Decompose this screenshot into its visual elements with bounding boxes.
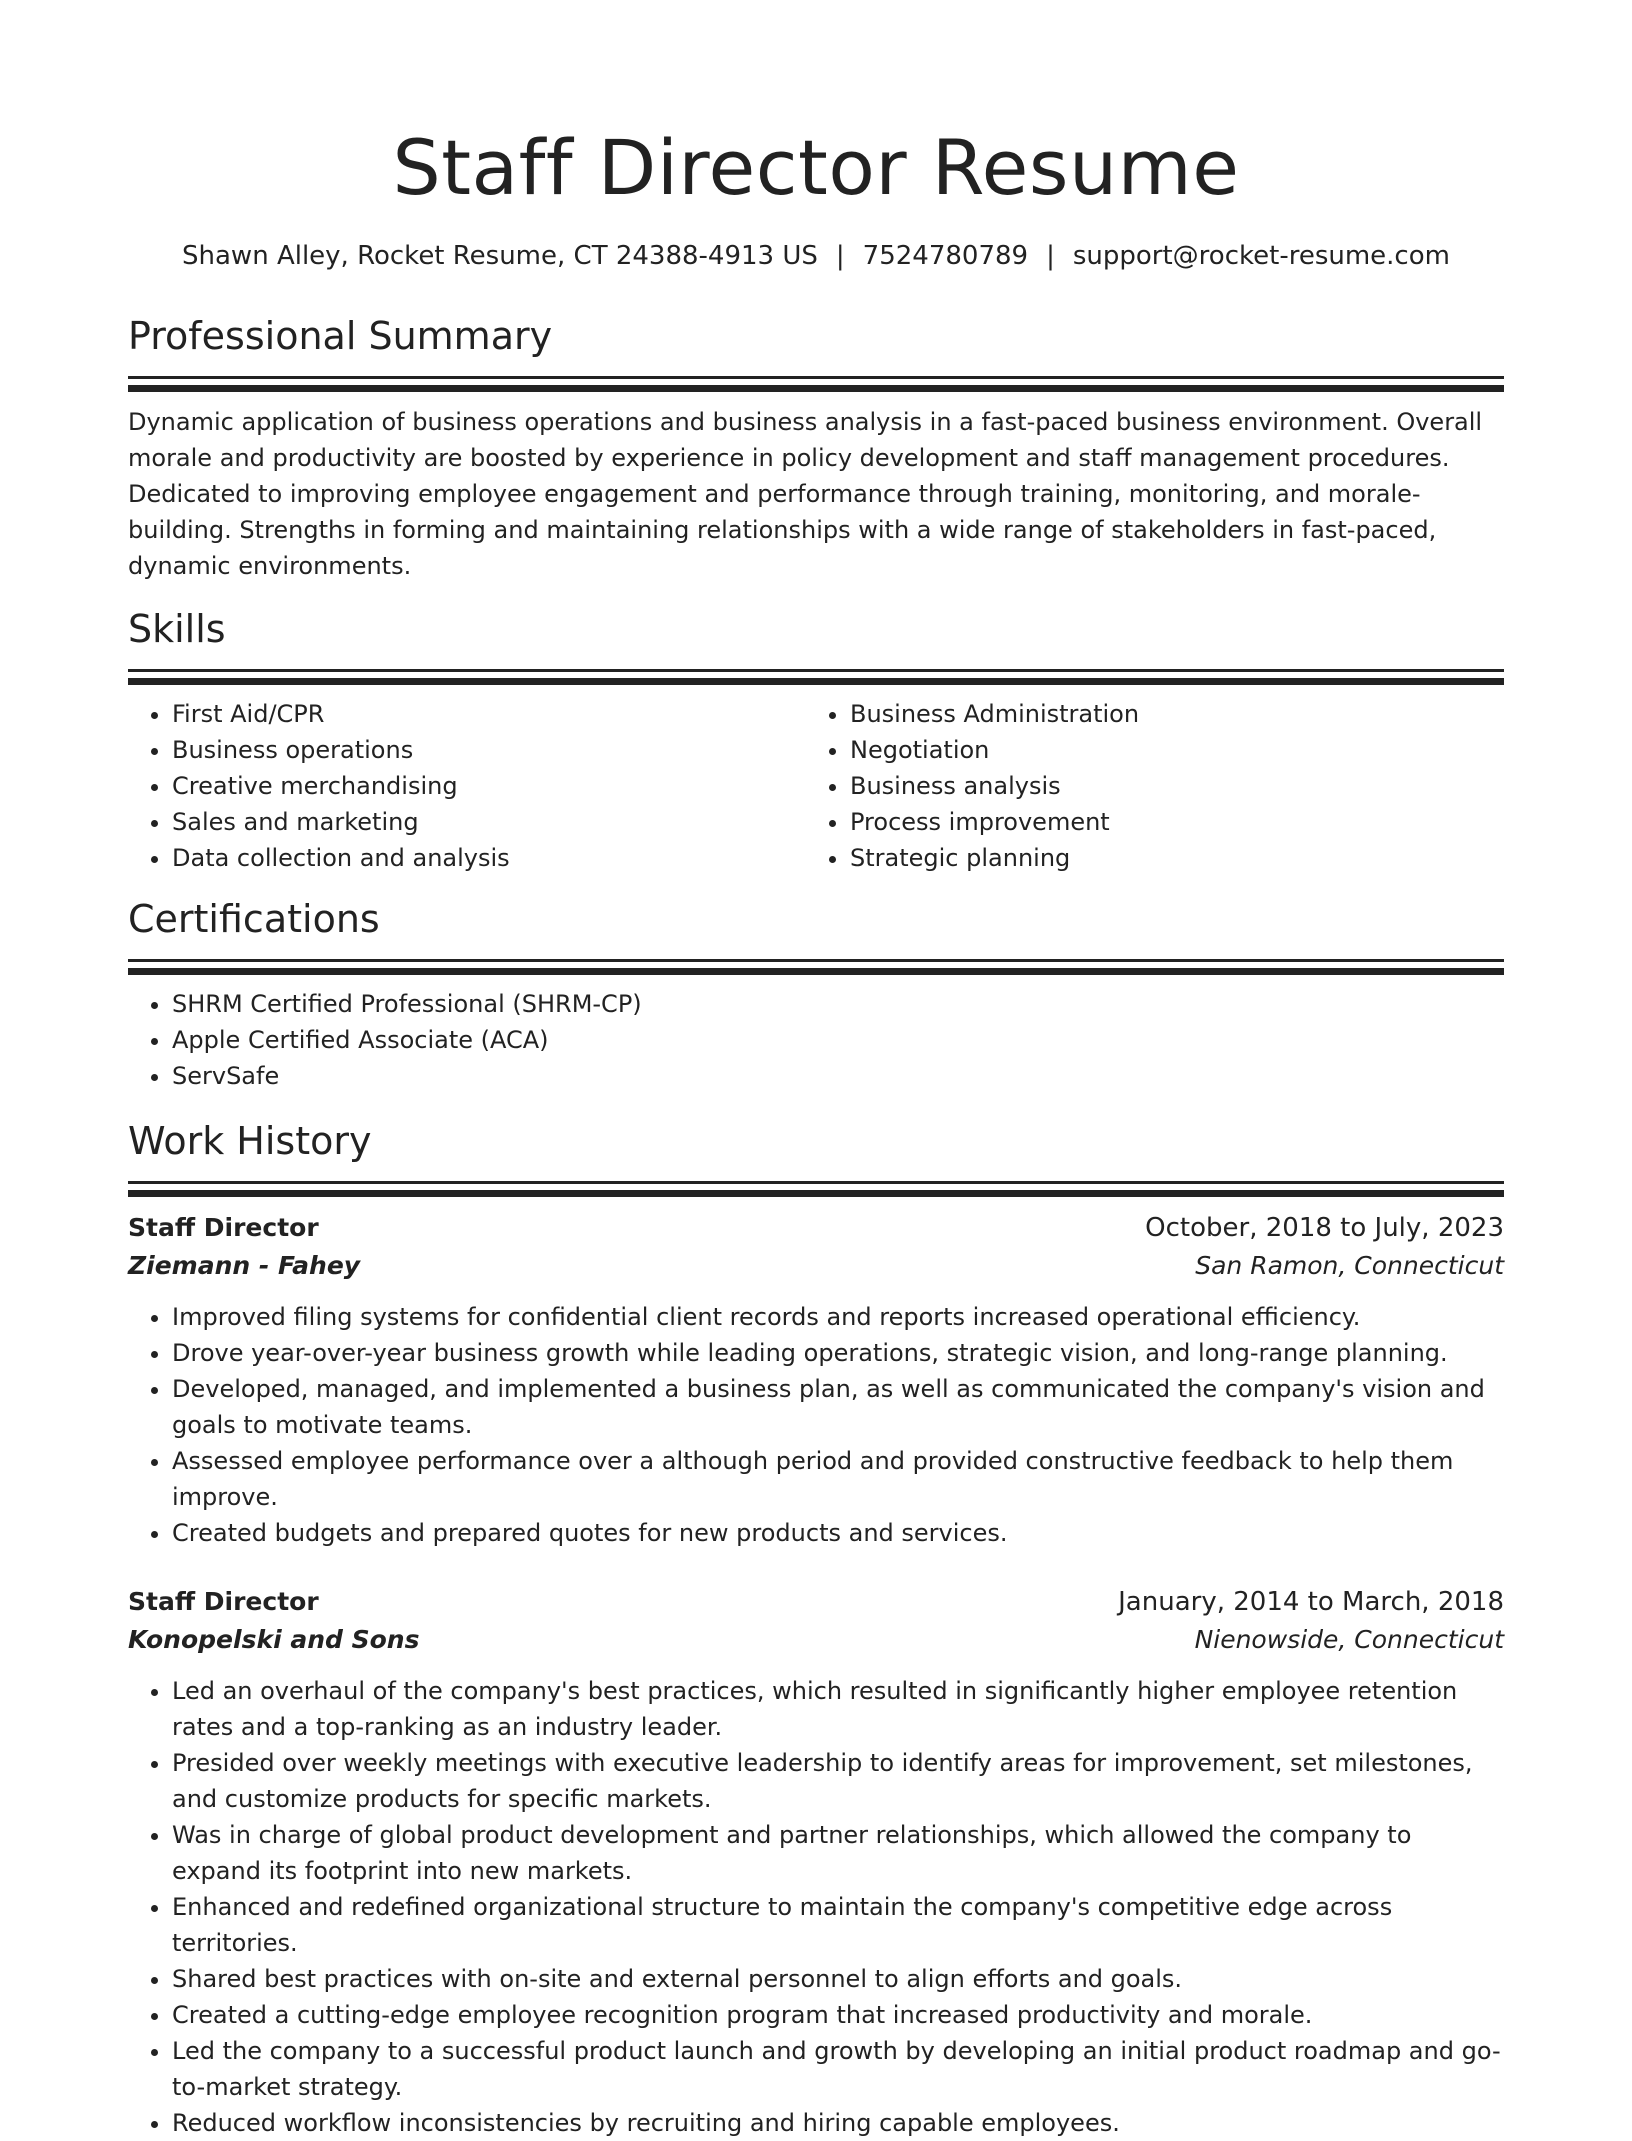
skills-columns	[128, 696, 1504, 876]
skill-item: • Creative merchandising	[172, 768, 806, 804]
skill-item: • Sales and marketing	[172, 804, 806, 840]
job-bullet: • Reduced workflow inconsistencies by recruiting and hiring capable employees.	[172, 2105, 1504, 2141]
section-divider	[128, 968, 1504, 975]
job-bullet: • Shared best practices with on-site and external personnel to align efforts and goals.	[172, 1961, 1504, 1997]
skills-column-left	[128, 696, 806, 876]
skill-item: • Strategic planning	[850, 840, 1484, 876]
skill-item: • Business operations	[172, 732, 806, 768]
job-subheader	[128, 1621, 1504, 1659]
certification-item: • Apple Certified Associate (ACA)	[172, 1022, 1504, 1058]
certification-item: • SHRM Certified Professional (SHRM-CP)	[172, 986, 1504, 1022]
job-bullet: • Presided over weekly meetings with executive leadership to identify areas for improvement, set milestones, and customize products for specific markets.	[172, 1745, 1504, 1817]
skill-item: • First Aid/CPR	[172, 696, 806, 732]
job-bullet: • Improved filing systems for confidential client records and reports increased operational efficiency.	[172, 1299, 1504, 1335]
section-divider	[128, 669, 1504, 672]
contact-separator: |	[1046, 241, 1055, 271]
job-bullet: • Created budgets and prepared quotes for new products and services.	[172, 1515, 1504, 1551]
job-bullet: • Enhanced and redefined organizational structure to maintain the company's competitive edge across territories.	[172, 1889, 1504, 1961]
job-bullet: • Drove year-over-year business growth while leading operations, strategic vision, and long-range planning.	[172, 1335, 1504, 1371]
section-heading-skills: Skills	[128, 607, 226, 651]
section-divider	[128, 376, 1504, 379]
section-divider	[128, 1190, 1504, 1197]
job-bullet: • Was in charge of global product development and partner relationships, which allowed the company to expand its footprint into new markets.	[172, 1817, 1504, 1889]
job-company: Konopelski and Sons	[128, 1625, 420, 1654]
summary-section	[128, 311, 1504, 584]
job-title: Staff Director	[128, 1587, 319, 1616]
job-location: San Ramon, Connecticut	[1195, 1251, 1504, 1280]
skill-item: • Process improvement	[850, 804, 1484, 840]
job-location: Nienowside, Connecticut	[1194, 1625, 1504, 1654]
job-dates: January, 2014 to March, 2018	[1118, 1587, 1504, 1617]
skill-item: • Business analysis	[850, 768, 1484, 804]
job-entry	[128, 1209, 1504, 1551]
job-entry	[128, 1583, 1504, 2141]
job-bullet: • Led an overhaul of the company's best practices, which resulted in significantly higher employee retention rates and a top-ranking as an industry leader.	[172, 1673, 1504, 1745]
skills-section	[128, 604, 1504, 876]
job-bullet: • Assessed employee performance over a although period and provided constructive feedback to help them improve.	[172, 1443, 1504, 1515]
skill-item: • Data collection and analysis	[172, 840, 806, 876]
contact-address: Shawn Alley, Rocket Resume, CT 24388-4913 US	[182, 241, 818, 271]
contact-email: support@rocket-resume.com	[1072, 241, 1450, 271]
job-dates: October, 2018 to July, 2023	[1145, 1213, 1504, 1243]
section-heading-summary: Professional Summary	[128, 314, 553, 358]
section-divider	[128, 1181, 1504, 1184]
section-divider	[128, 959, 1504, 962]
resume-page	[128, 0, 1504, 2141]
contact-phone: 7524780789	[862, 241, 1029, 271]
job-bullet: • Created a cutting-edge employee recognition program that increased productivity and morale.	[172, 1997, 1504, 2033]
resume-title: Staff Director Resume	[392, 123, 1240, 212]
job-bullet: • Led the company to a successful product launch and growth by developing an initial product roadmap and go-to-market strategy.	[172, 2033, 1504, 2105]
skill-item: • Negotiation	[850, 732, 1484, 768]
job-subheader	[128, 1247, 1504, 1285]
contact-line	[128, 239, 1504, 273]
job-title: Staff Director	[128, 1213, 319, 1242]
section-divider	[128, 678, 1504, 685]
job-bullet: • Developed, managed, and implemented a business plan, as well as communicated the company's vision and goals to motivate teams.	[172, 1371, 1504, 1443]
job-company: Ziemann - Fahey	[128, 1251, 361, 1280]
work-history-section	[128, 1116, 1504, 2141]
section-divider	[128, 385, 1504, 392]
job-header	[128, 1209, 1504, 1247]
contact-separator: |	[835, 241, 845, 271]
certification-item: • ServSafe	[172, 1058, 1504, 1094]
section-heading-work-history: Work History	[128, 1119, 372, 1163]
job-header	[128, 1583, 1504, 1621]
section-heading-certifications: Certifications	[128, 897, 380, 941]
skill-item: • Business Administration	[850, 696, 1484, 732]
certifications-section	[128, 894, 1504, 1094]
skills-column-right	[806, 696, 1484, 876]
summary-text: Dynamic application of business operations and business analysis in a fast-paced business environment. Overall morale and productivity are boosted by experience in policy development and staff management procedures. Dedicated to improving employee engagement and performance through training, monitoring, and morale-building. Strengths in forming and maintaining relationships with a wide range of stakeholders in fast-paced, dynamic environments.	[128, 408, 1483, 580]
